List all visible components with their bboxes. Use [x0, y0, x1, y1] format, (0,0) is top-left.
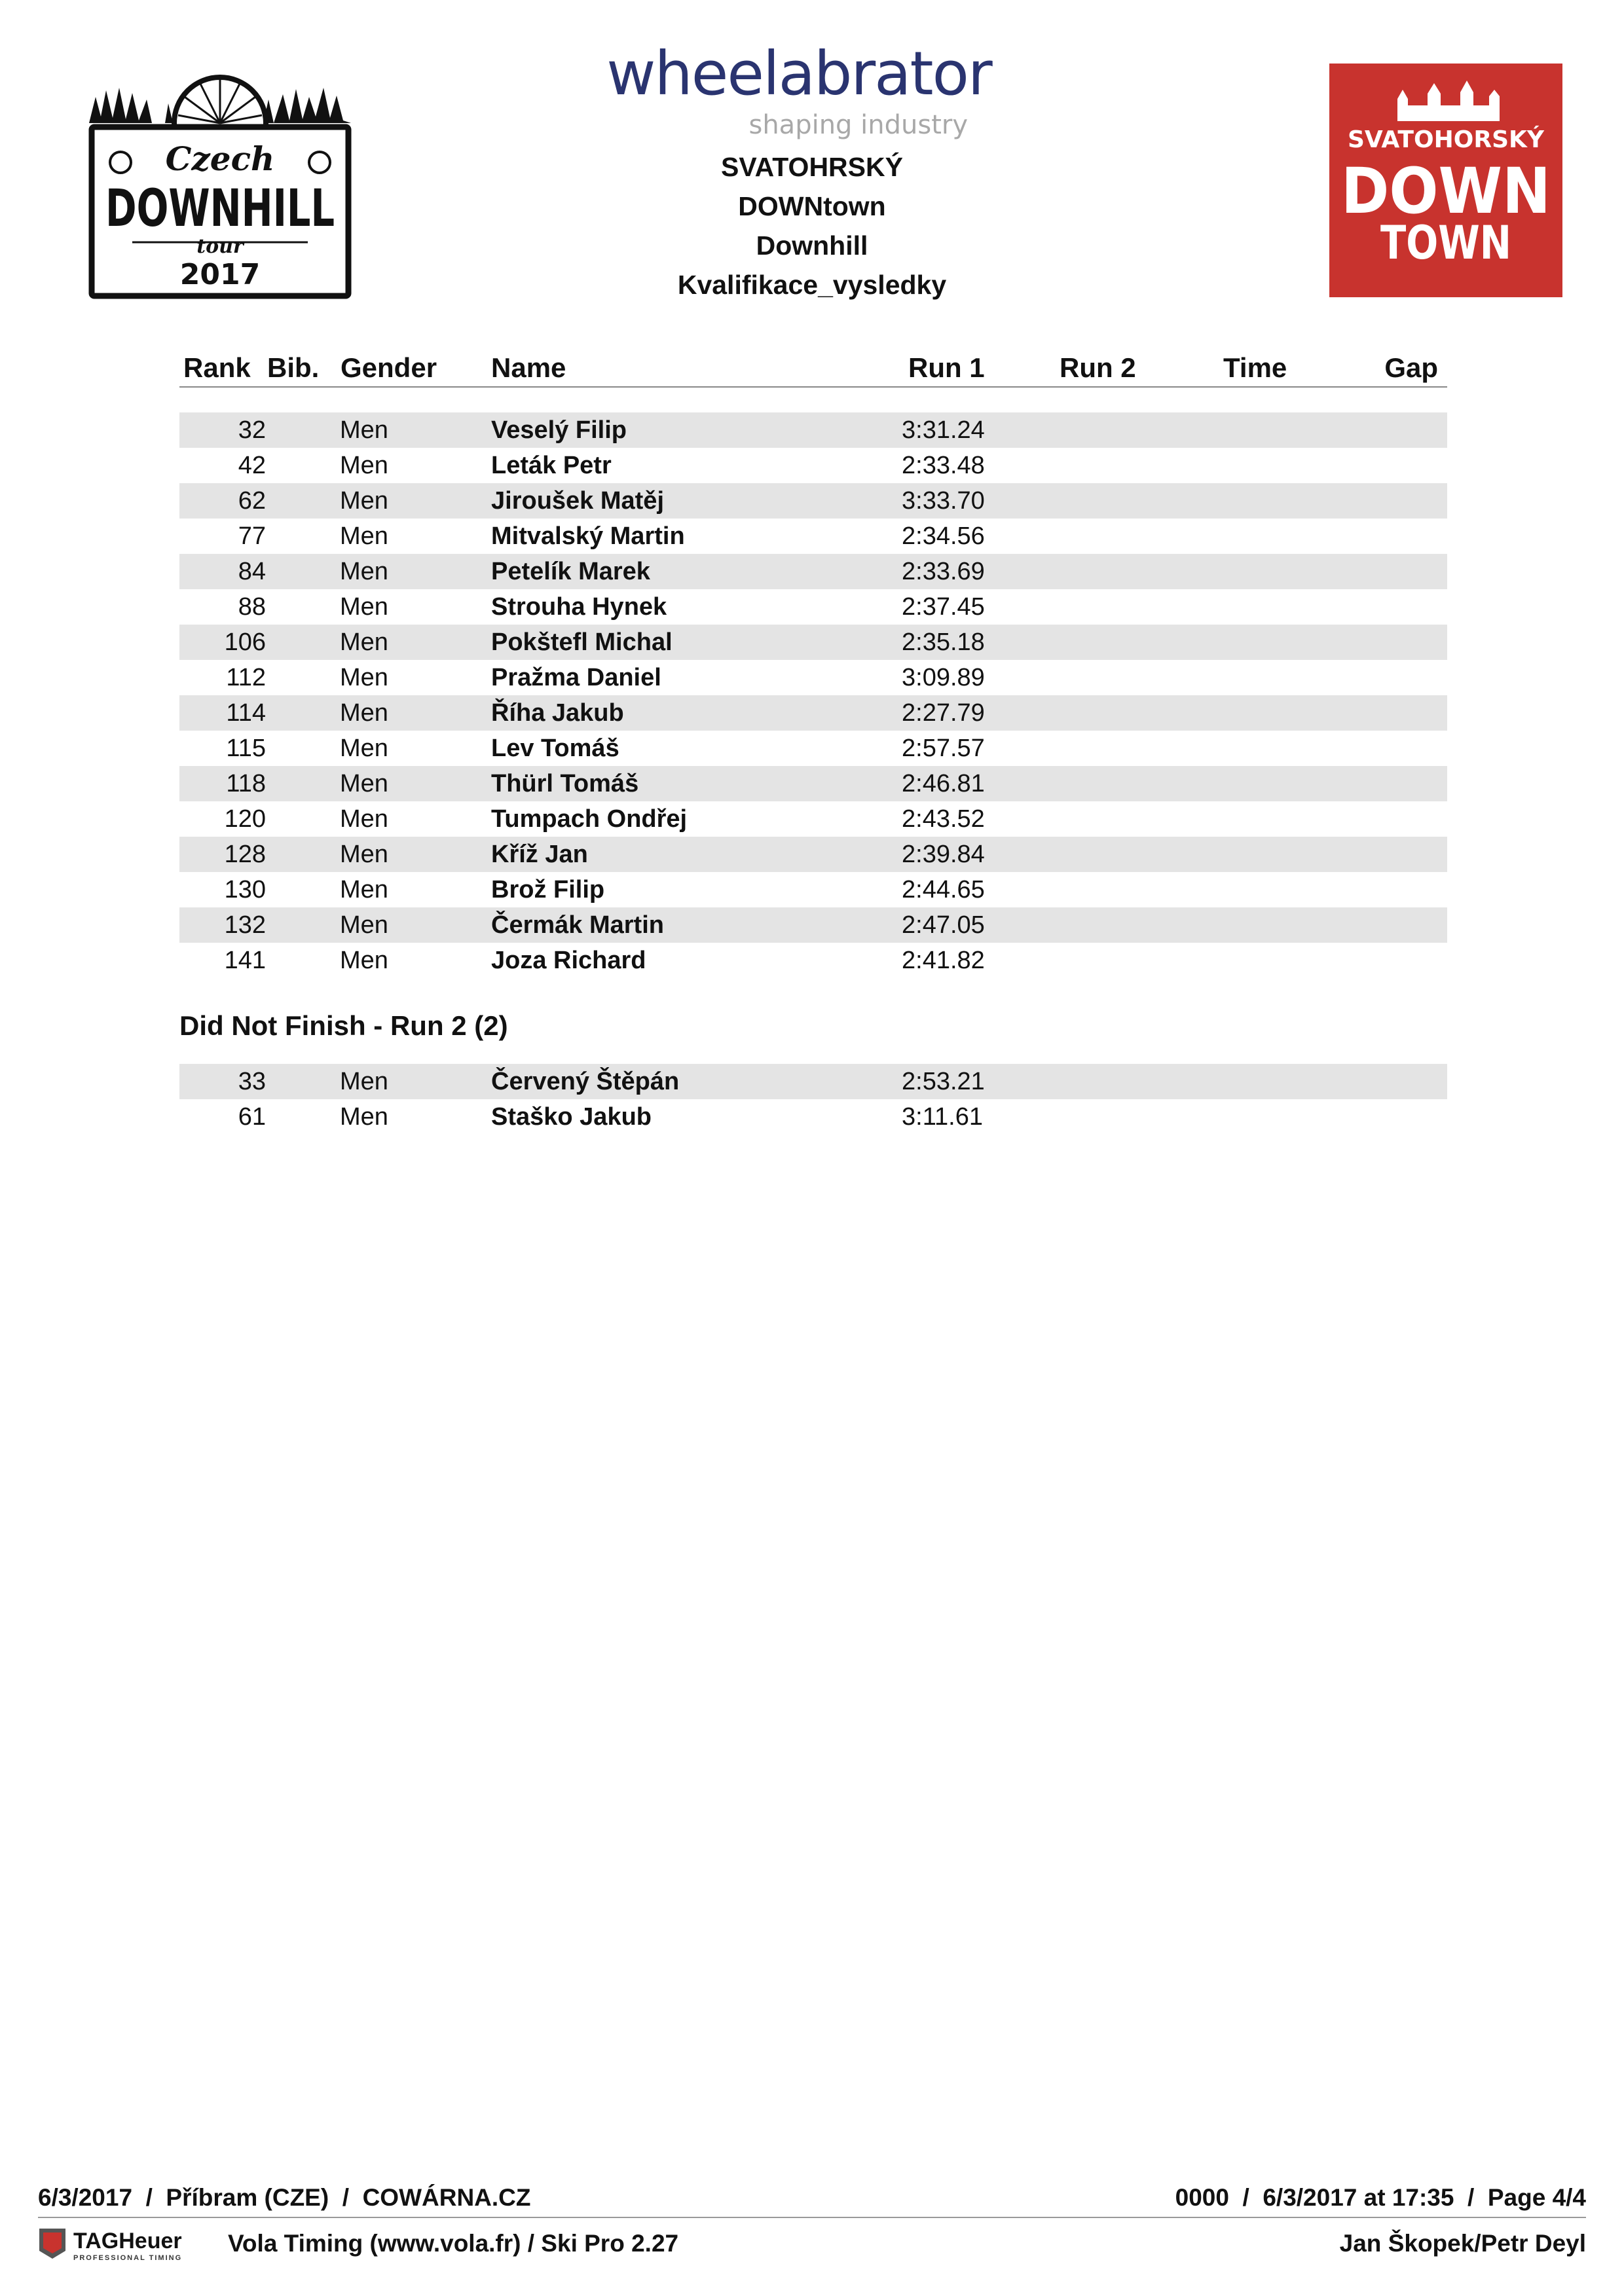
dnf-section-title: Did Not Finish - Run 2 (2): [179, 1010, 508, 1041]
table-row: [179, 1064, 1447, 1099]
table-row: [179, 554, 1447, 589]
table-row: [179, 695, 1447, 731]
col-run2: Run 2: [1060, 352, 1136, 383]
sponsor-brand: wheelabrator: [606, 39, 991, 109]
gender-cell: Men: [340, 664, 388, 691]
svg-text:tour: tour: [196, 235, 244, 258]
run1-cell: 2:44.65: [902, 876, 985, 903]
bib-cell: 61: [238, 1103, 266, 1131]
gender-cell: Men: [340, 699, 388, 727]
gender-cell: Men: [340, 770, 388, 797]
gender-cell: Men: [340, 805, 388, 833]
name-cell: Thürl Tomáš: [491, 770, 639, 797]
table-row: [179, 907, 1447, 943]
name-cell: Říha Jakub: [491, 699, 624, 727]
name-cell: Pokštefl Michal: [491, 629, 673, 656]
bib-cell: 130: [224, 876, 266, 903]
col-bib: Bib.: [267, 352, 320, 383]
run1-cell: 2:34.56: [902, 522, 985, 550]
bib-cell: 132: [224, 911, 266, 939]
bib-cell: 120: [224, 805, 266, 833]
name-cell: Pražma Daniel: [491, 664, 661, 691]
name-cell: Tumpach Ondřej: [491, 805, 688, 833]
bib-cell: 33: [238, 1068, 266, 1095]
run1-cell: 3:31.24: [902, 416, 985, 444]
tag-heuer-logo: [38, 2225, 215, 2264]
name-cell: Strouha Hynek: [491, 593, 667, 621]
name-cell: Jiroušek Matěj: [491, 487, 664, 515]
svg-text:DOWNHILL: DOWNHILL: [105, 179, 335, 238]
bib-cell: 106: [224, 629, 266, 656]
gender-cell: Men: [340, 487, 388, 515]
logo-czech-text: Czech: [165, 139, 275, 178]
name-cell: Staško Jakub: [491, 1103, 652, 1131]
name-cell: Leták Petr: [491, 452, 612, 479]
table-row: [179, 519, 1447, 554]
gender-cell: Men: [340, 593, 388, 621]
gender-cell: Men: [340, 947, 388, 974]
dnf-table-body: [179, 1064, 1447, 1135]
table-row: [179, 589, 1447, 625]
run1-cell: 2:37.45: [902, 593, 985, 621]
run1-cell: 2:47.05: [902, 911, 985, 939]
footer-event-info: 6/3/2017 / Příbram (CZE) / COWÁRNA.CZ: [38, 2184, 531, 2211]
gender-cell: Men: [340, 452, 388, 479]
table-row: [179, 448, 1447, 483]
event-title-block: [485, 147, 1139, 304]
table-row: [179, 766, 1447, 801]
footer-info: [38, 2180, 1586, 2218]
bib-cell: 112: [226, 664, 266, 691]
bib-cell: 114: [226, 699, 266, 727]
officials: Jan Škopek/Petr Deyl: [1339, 2230, 1586, 2257]
run1-cell: 2:33.48: [902, 452, 985, 479]
run1-cell: 2:33.69: [902, 558, 985, 585]
bib-cell: 128: [224, 841, 266, 868]
name-cell: Lev Tomáš: [491, 735, 619, 762]
run1-cell: 3:11.61: [902, 1103, 983, 1131]
bib-cell: 118: [226, 770, 266, 797]
run1-cell: 2:39.84: [902, 841, 985, 868]
bib-cell: 88: [238, 593, 266, 621]
gender-cell: Men: [340, 558, 388, 585]
svg-text:TOWN: TOWN: [1380, 216, 1511, 270]
svg-text:2017: 2017: [179, 258, 261, 291]
name-cell: Mitvalský Martin: [491, 522, 685, 550]
svatohorsky-downtown-logo: [1329, 64, 1562, 297]
run1-cell: 2:43.52: [902, 805, 985, 833]
gender-cell: Men: [340, 416, 388, 444]
event-title-line: Kvalifikace_vysledky: [677, 270, 947, 300]
gender-cell: Men: [340, 876, 388, 903]
name-cell: Čermák Martin: [491, 911, 664, 939]
run1-cell: 2:57.57: [902, 735, 985, 762]
bib-cell: 42: [238, 452, 266, 479]
timing-credit: Vola Timing (www.vola.fr) / Ski Pro 2.27: [228, 2230, 679, 2257]
footer-credits: [38, 2225, 1586, 2264]
results-table-header: [179, 347, 1447, 388]
run1-cell: 3:09.89: [902, 664, 985, 691]
table-row: [179, 625, 1447, 660]
gender-cell: Men: [340, 911, 388, 939]
svg-text:TAGHeuer: TAGHeuer: [73, 2229, 182, 2253]
gender-cell: Men: [340, 629, 388, 656]
col-name: Name: [491, 352, 566, 383]
bib-cell: 32: [238, 416, 266, 444]
col-run1: Run 1: [908, 352, 985, 383]
col-gender: Gender: [341, 352, 437, 383]
table-row: [179, 731, 1447, 766]
run1-cell: 2:53.21: [902, 1068, 985, 1095]
event-title-line: DOWNtown: [738, 191, 886, 221]
name-cell: Veselý Filip: [491, 416, 627, 444]
table-row: [179, 943, 1447, 978]
run1-cell: 3:33.70: [902, 487, 985, 515]
name-cell: Brož Filip: [491, 876, 605, 903]
bib-cell: 141: [224, 947, 266, 974]
table-row: [179, 483, 1447, 519]
run1-cell: 2:35.18: [902, 629, 985, 656]
col-gap: Gap: [1384, 352, 1438, 383]
table-row: [179, 837, 1447, 872]
event-title-line: SVATOHRSKÝ: [721, 152, 903, 182]
run1-cell: 2:27.79: [902, 699, 985, 727]
col-rank: Rank: [183, 352, 251, 383]
run1-cell: 2:41.82: [902, 947, 985, 974]
bib-cell: 84: [238, 558, 266, 585]
table-row: [179, 1099, 1447, 1135]
gender-cell: Men: [340, 522, 388, 550]
name-cell: Petelík Marek: [491, 558, 650, 585]
gender-cell: Men: [340, 841, 388, 868]
run1-cell: 2:46.81: [902, 770, 985, 797]
bib-cell: 62: [238, 487, 266, 515]
sponsor-logo: [589, 38, 1008, 156]
gender-cell: Men: [340, 1068, 388, 1095]
czech-downhill-tour-logo: [86, 71, 354, 300]
table-row: [179, 801, 1447, 837]
results-table-body: [179, 412, 1447, 978]
svg-text:SVATOHORSKÝ: SVATOHORSKÝ: [1348, 126, 1544, 153]
name-cell: Kříž Jan: [491, 841, 588, 868]
name-cell: Červený Štěpán: [491, 1068, 680, 1095]
event-title-line: Downhill: [756, 230, 868, 261]
table-row: [179, 412, 1447, 448]
svg-text:DOWN: DOWN: [1341, 155, 1551, 228]
name-cell: Joza Richard: [491, 947, 646, 974]
bib-cell: 77: [238, 522, 266, 550]
table-row: [179, 872, 1447, 907]
gender-cell: Men: [340, 1103, 388, 1131]
col-time: Time: [1223, 352, 1287, 383]
table-row: [179, 660, 1447, 695]
sponsor-tagline: shaping industry: [748, 110, 968, 140]
gender-cell: Men: [340, 735, 388, 762]
footer-page-info: 0000 / 6/3/2017 at 17:35 / Page 4/4: [1175, 2184, 1586, 2211]
bib-cell: 115: [226, 735, 266, 762]
svg-text:PROFESSIONAL TIMING: PROFESSIONAL TIMING: [73, 2254, 183, 2262]
